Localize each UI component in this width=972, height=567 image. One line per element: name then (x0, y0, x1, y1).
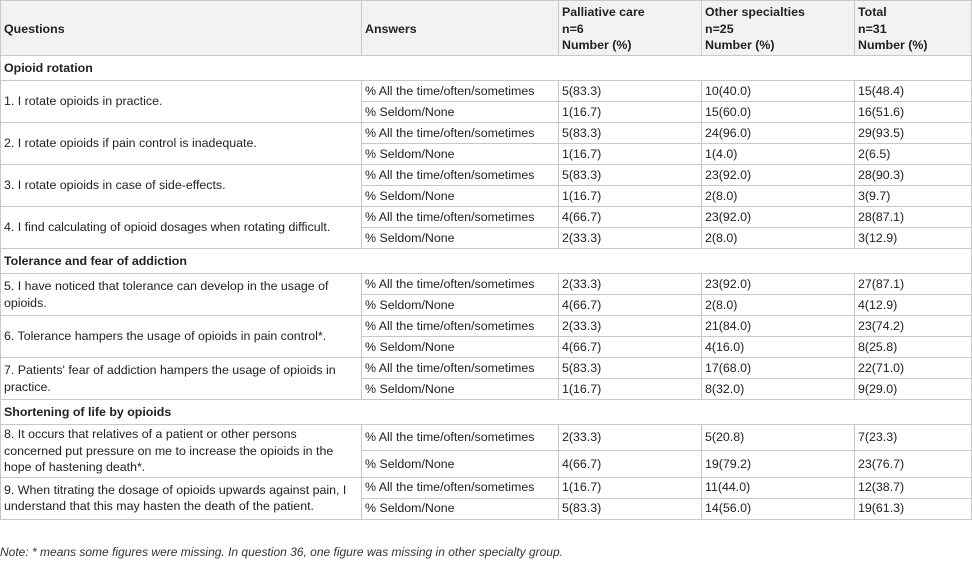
other-specialties-header (702, 1, 855, 56)
palliative-value: 2(33.3) (559, 274, 702, 295)
palliative-value: 1(16.7) (559, 102, 702, 123)
palliative-value: 1(16.7) (559, 477, 702, 498)
question-cell: 1. I rotate opioids in practice. (1, 81, 362, 123)
answer-cell: % Seldom/None (362, 451, 559, 477)
section-title: Tolerance and fear of addiction (1, 249, 972, 274)
table-body (1, 56, 972, 520)
other-value: 1(4.0) (702, 144, 855, 165)
palliative-value: 5(83.3) (559, 358, 702, 379)
total-value: 28(87.1) (855, 207, 972, 228)
palliative-value: 2(33.3) (559, 316, 702, 337)
palliative-value: 1(16.7) (559, 144, 702, 165)
other-value: 24(96.0) (702, 123, 855, 144)
table-note: Note: * means some figures were missing. In question 36, one figure was missing in other specialty group. (0, 545, 563, 559)
palliative-care-header (559, 1, 702, 56)
total-value: 2(6.5) (855, 144, 972, 165)
table-row (1, 207, 972, 228)
other-value: 23(92.0) (702, 165, 855, 186)
answer-cell: % Seldom/None (362, 498, 559, 519)
table-row (1, 425, 972, 451)
total-value: 23(76.7) (855, 451, 972, 477)
answer-cell: % All the time/often/sometimes (362, 207, 559, 228)
other-value: 23(92.0) (702, 207, 855, 228)
answer-cell: % All the time/often/sometimes (362, 477, 559, 498)
palliative-value: 4(66.7) (559, 451, 702, 477)
other-value: 4(16.0) (702, 337, 855, 358)
total-value: 12(38.7) (855, 477, 972, 498)
palliative-value: 1(16.7) (559, 186, 702, 207)
section-title: Shortening of life by opioids (1, 400, 972, 425)
question-cell: 4. I find calculating of opioid dosages when rotating difficult. (1, 207, 362, 249)
other-value: 21(84.0) (702, 316, 855, 337)
question-cell: 5. I have noticed that tolerance can develop in the usage of opioids. (1, 274, 362, 316)
table-row (1, 274, 972, 295)
total-value: 16(51.6) (855, 102, 972, 123)
total-value: 7(23.3) (855, 425, 972, 451)
total-value: 29(93.5) (855, 123, 972, 144)
answer-cell: % Seldom/None (362, 228, 559, 249)
other-specialties-label: Other specialties (705, 5, 805, 19)
other-value: 19(79.2) (702, 451, 855, 477)
answer-cell: % All the time/often/sometimes (362, 81, 559, 102)
other-value: 10(40.0) (702, 81, 855, 102)
total-value: 22(71.0) (855, 358, 972, 379)
palliative-value: 2(33.3) (559, 425, 702, 451)
total-value: 3(12.9) (855, 228, 972, 249)
palliative-care-label: Palliative care (562, 5, 645, 19)
other-value: 8(32.0) (702, 379, 855, 400)
total-value: 4(12.9) (855, 295, 972, 316)
total-value: 19(61.3) (855, 498, 972, 519)
total-value: 8(25.8) (855, 337, 972, 358)
total-value: 28(90.3) (855, 165, 972, 186)
total-unit: Number (%) (858, 38, 928, 52)
other-value: 2(8.0) (702, 295, 855, 316)
palliative-value: 1(16.7) (559, 379, 702, 400)
total-label: Total (858, 5, 887, 19)
palliative-value: 4(66.7) (559, 295, 702, 316)
answer-cell: % Seldom/None (362, 295, 559, 316)
answer-cell: % Seldom/None (362, 337, 559, 358)
answer-cell: % Seldom/None (362, 102, 559, 123)
answer-cell: % Seldom/None (362, 144, 559, 165)
table-row (1, 165, 972, 186)
answer-cell: % All the time/often/sometimes (362, 123, 559, 144)
other-value: 11(44.0) (702, 477, 855, 498)
other-value: 17(68.0) (702, 358, 855, 379)
other-value: 15(60.0) (702, 102, 855, 123)
palliative-value: 5(83.3) (559, 123, 702, 144)
answer-cell: % All the time/often/sometimes (362, 358, 559, 379)
answer-cell: % All the time/often/sometimes (362, 316, 559, 337)
question-cell: 6. Tolerance hampers the usage of opioids in pain control*. (1, 316, 362, 358)
total-value: 27(87.1) (855, 274, 972, 295)
section-title: Opioid rotation (1, 56, 972, 81)
palliative-value: 2(33.3) (559, 228, 702, 249)
other-value: 14(56.0) (702, 498, 855, 519)
total-value: 23(74.2) (855, 316, 972, 337)
other-value: 2(8.0) (702, 228, 855, 249)
answer-cell: % Seldom/None (362, 379, 559, 400)
palliative-value: 5(83.3) (559, 498, 702, 519)
total-value: 3(9.7) (855, 186, 972, 207)
table-row (1, 358, 972, 379)
other-specialties-unit: Number (%) (705, 38, 775, 52)
question-cell: 3. I rotate opioids in case of side-effects. (1, 165, 362, 207)
table-row (1, 123, 972, 144)
other-value: 5(20.8) (702, 425, 855, 451)
section-row (1, 249, 972, 274)
palliative-care-unit: Number (%) (562, 38, 632, 52)
question-cell: 2. I rotate opioids if pain control is inadequate. (1, 123, 362, 165)
other-specialties-n: n=25 (705, 21, 734, 36)
answer-cell: % All the time/often/sometimes (362, 274, 559, 295)
questions-header: Questions (1, 1, 362, 56)
header-row (1, 1, 972, 56)
palliative-value: 4(66.7) (559, 207, 702, 228)
total-n: n=31 (858, 21, 887, 36)
palliative-value: 5(83.3) (559, 81, 702, 102)
total-value: 9(29.0) (855, 379, 972, 400)
answer-cell: % All the time/often/sometimes (362, 425, 559, 451)
table-row (1, 316, 972, 337)
other-value: 2(8.0) (702, 186, 855, 207)
table-row (1, 81, 972, 102)
question-cell: 9. When titrating the dosage of opioids upwards against pain, I understand that this may hasten the death of the patient. (1, 477, 362, 519)
question-cell: 8. It occurs that relatives of a patient or other persons concerned put pressure on me to increase the opioids in the hope of hastening death*. (1, 425, 362, 478)
total-header (855, 1, 972, 56)
total-value: 15(48.4) (855, 81, 972, 102)
palliative-value: 5(83.3) (559, 165, 702, 186)
palliative-value: 4(66.7) (559, 337, 702, 358)
palliative-care-n: n=6 (562, 21, 584, 36)
answer-cell: % Seldom/None (362, 186, 559, 207)
other-value: 23(92.0) (702, 274, 855, 295)
section-row (1, 400, 972, 425)
answer-cell: % All the time/often/sometimes (362, 165, 559, 186)
answers-header: Answers (362, 1, 559, 56)
table-row (1, 477, 972, 498)
question-cell: 7. Patients' fear of addiction hampers the usage of opioids in practice. (1, 358, 362, 400)
section-row (1, 56, 972, 81)
